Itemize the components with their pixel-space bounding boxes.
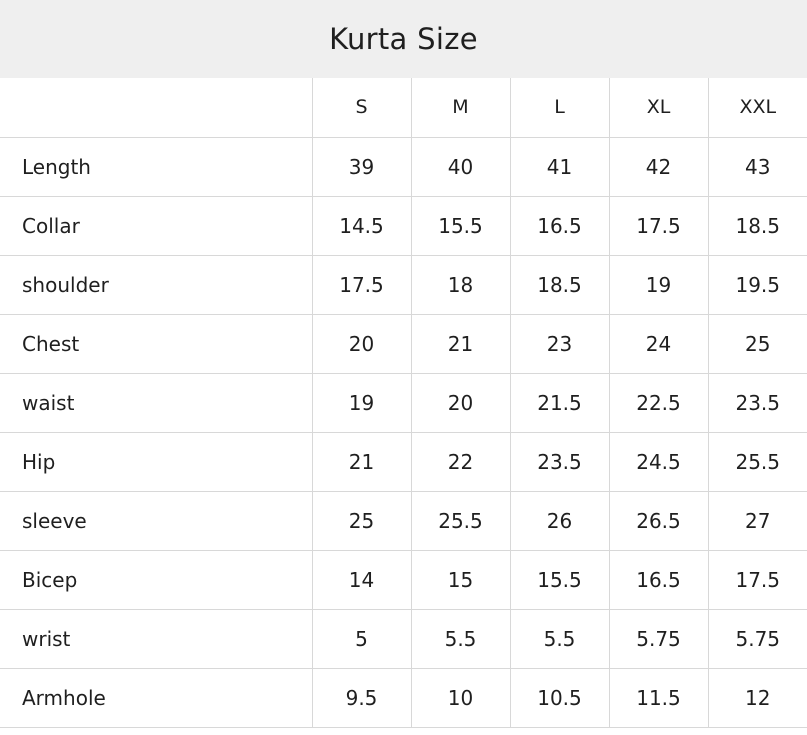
row-label: Bicep xyxy=(0,550,312,609)
table-row xyxy=(0,314,807,373)
cell-value: 15.5 xyxy=(411,196,510,255)
table-row xyxy=(0,432,807,491)
row-label: Length xyxy=(0,137,312,196)
page-title: Kurta Size xyxy=(329,22,478,56)
table-row xyxy=(0,373,807,432)
chart-title-bar xyxy=(0,0,807,78)
cell-value: 19 xyxy=(312,373,411,432)
cell-value: 23.5 xyxy=(510,432,609,491)
cell-value: 17.5 xyxy=(312,255,411,314)
size-table xyxy=(0,78,807,728)
cell-value: 18.5 xyxy=(510,255,609,314)
cell-value: 11.5 xyxy=(609,668,708,727)
row-label: Chest xyxy=(0,314,312,373)
cell-value: 19 xyxy=(609,255,708,314)
column-header-l: L xyxy=(510,78,609,137)
cell-value: 26.5 xyxy=(609,491,708,550)
row-label: waist xyxy=(0,373,312,432)
cell-value: 25 xyxy=(708,314,807,373)
row-label: Collar xyxy=(0,196,312,255)
row-label: shoulder xyxy=(0,255,312,314)
cell-value: 14.5 xyxy=(312,196,411,255)
table-header-row xyxy=(0,78,807,137)
cell-value: 14 xyxy=(312,550,411,609)
cell-value: 26 xyxy=(510,491,609,550)
cell-value: 40 xyxy=(411,137,510,196)
cell-value: 9.5 xyxy=(312,668,411,727)
cell-value: 23.5 xyxy=(708,373,807,432)
cell-value: 18 xyxy=(411,255,510,314)
row-label: Armhole xyxy=(0,668,312,727)
cell-value: 5.5 xyxy=(411,609,510,668)
cell-value: 16.5 xyxy=(510,196,609,255)
table-row xyxy=(0,255,807,314)
cell-value: 21.5 xyxy=(510,373,609,432)
cell-value: 23 xyxy=(510,314,609,373)
cell-value: 5.75 xyxy=(609,609,708,668)
cell-value: 20 xyxy=(411,373,510,432)
cell-value: 16.5 xyxy=(609,550,708,609)
row-label: Hip xyxy=(0,432,312,491)
table-row xyxy=(0,491,807,550)
cell-value: 12 xyxy=(708,668,807,727)
table-row xyxy=(0,668,807,727)
cell-value: 5.75 xyxy=(708,609,807,668)
cell-value: 39 xyxy=(312,137,411,196)
column-header-measurement xyxy=(0,78,312,137)
table-row xyxy=(0,550,807,609)
cell-value: 42 xyxy=(609,137,708,196)
column-header-s: S xyxy=(312,78,411,137)
cell-value: 15 xyxy=(411,550,510,609)
cell-value: 17.5 xyxy=(708,550,807,609)
cell-value: 21 xyxy=(312,432,411,491)
cell-value: 5 xyxy=(312,609,411,668)
column-header-xxl: XXL xyxy=(708,78,807,137)
cell-value: 27 xyxy=(708,491,807,550)
table-row xyxy=(0,137,807,196)
cell-value: 24.5 xyxy=(609,432,708,491)
row-label: sleeve xyxy=(0,491,312,550)
cell-value: 22.5 xyxy=(609,373,708,432)
cell-value: 19.5 xyxy=(708,255,807,314)
table-row xyxy=(0,196,807,255)
cell-value: 43 xyxy=(708,137,807,196)
cell-value: 25.5 xyxy=(708,432,807,491)
cell-value: 5.5 xyxy=(510,609,609,668)
cell-value: 10.5 xyxy=(510,668,609,727)
cell-value: 15.5 xyxy=(510,550,609,609)
cell-value: 21 xyxy=(411,314,510,373)
cell-value: 25 xyxy=(312,491,411,550)
cell-value: 20 xyxy=(312,314,411,373)
cell-value: 24 xyxy=(609,314,708,373)
row-label: wrist xyxy=(0,609,312,668)
column-header-m: M xyxy=(411,78,510,137)
cell-value: 22 xyxy=(411,432,510,491)
cell-value: 25.5 xyxy=(411,491,510,550)
cell-value: 17.5 xyxy=(609,196,708,255)
cell-value: 10 xyxy=(411,668,510,727)
column-header-xl: XL xyxy=(609,78,708,137)
table-row xyxy=(0,609,807,668)
cell-value: 41 xyxy=(510,137,609,196)
cell-value: 18.5 xyxy=(708,196,807,255)
